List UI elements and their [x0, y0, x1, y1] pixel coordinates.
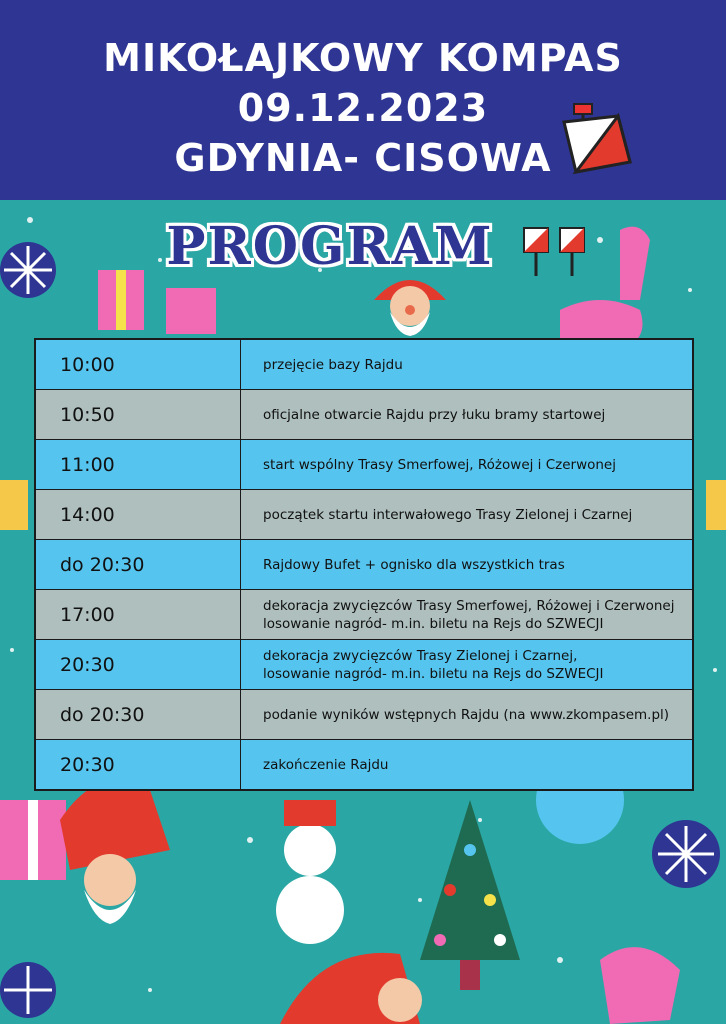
schedule-description-line: dekoracja zwycięzców Trasy Smerfowej, Różowej i Czerwonej: [263, 597, 675, 614]
orienteering-flag-icon: [520, 224, 590, 280]
schedule-time: 20:30: [35, 640, 241, 690]
schedule-time: 10:00: [35, 339, 241, 390]
header-banner: [0, 0, 726, 200]
schedule-time: 14:00: [35, 490, 241, 540]
table-row: [35, 490, 693, 540]
table-row: [35, 390, 693, 440]
table-row: [35, 690, 693, 740]
table-row: [35, 540, 693, 590]
schedule-time: 20:30: [35, 740, 241, 791]
table-row: [35, 740, 693, 791]
schedule-time: 11:00: [35, 440, 241, 490]
schedule-description: [241, 590, 694, 640]
program-schedule-table: [34, 338, 694, 791]
table-row: [35, 440, 693, 490]
schedule-description: początek startu interwałowego Trasy Zielonej i Czarnej: [241, 490, 694, 540]
schedule-description: start wspólny Trasy Smerfowej, Różowej i Czerwonej: [241, 440, 694, 490]
schedule-description-line: losowanie nagród- m.in. biletu na Rejs do SZWECJI: [263, 665, 604, 682]
schedule-description: zakończenie Rajdu: [241, 740, 694, 791]
schedule-description: oficjalne otwarcie Rajdu przy łuku bramy startowej: [241, 390, 694, 440]
schedule-description-line: dekoracja zwycięzców Trasy Zielonej i Czarnej,: [263, 647, 578, 664]
schedule-time: do 20:30: [35, 540, 241, 590]
schedule-description-line: losowanie nagród- m.in. biletu na Rejs do SZWECJI: [263, 615, 604, 632]
schedule-time: 10:50: [35, 390, 241, 440]
orienteering-flag-icon: [556, 100, 636, 186]
event-date: 09.12.2023: [237, 86, 489, 130]
schedule-description: [241, 640, 694, 690]
table-row: [35, 339, 693, 390]
table-row: [35, 590, 693, 640]
santa-face-icon: [370, 270, 450, 336]
schedule-description: podanie wyników wstępnych Rajdu (na www.zkompasem.pl): [241, 690, 694, 740]
event-location: GDYNIA- CISOWA: [174, 136, 552, 180]
schedule-description: Rajdowy Bufet + ognisko dla wszystkich tras: [241, 540, 694, 590]
schedule-time: 17:00: [35, 590, 241, 640]
program-heading: PROGRAM: [166, 216, 494, 277]
event-title: MIKOŁAJKOWY KOMPAS: [103, 36, 623, 80]
schedule-description: przejęcie bazy Rajdu: [241, 339, 694, 390]
snowflake-icon: [0, 242, 56, 298]
table-row: [35, 640, 693, 690]
schedule-time: do 20:30: [35, 690, 241, 740]
